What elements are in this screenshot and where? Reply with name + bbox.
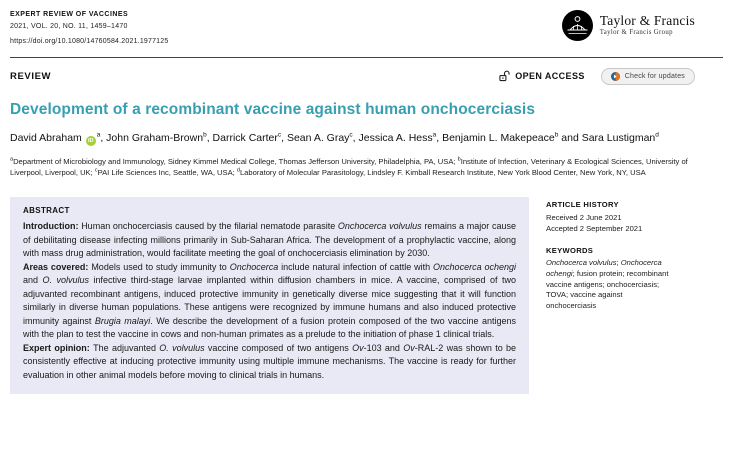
authors-line: David Abraham $iD^a$, John Graham-Brown$^b$, Darrick Carter$^c$, Sean A. Gray$^c$, Jessica A. Hess$^a$, Benjamin L. Makepeace$^b$ and Sara Lustigman$^d$ bbox=[10, 131, 659, 144]
page-header bbox=[10, 9, 723, 48]
abstract-expert-opinion: Expert opinion: The adjuvanted O. volvulus vaccine composed of two antigens Ov-103 and Ov-RAL-2 was shown to be consistently effective at inducing protective immunity using multiple immune mechanisms. The vaccine is ready for further evaluation in other animal models before moving to clinical trials in humans. bbox=[23, 342, 517, 380]
issue-info: 2021, VOL. 20, NO. 11, 1459–1470 bbox=[10, 22, 128, 30]
taylor-francis-logo-icon bbox=[562, 10, 593, 41]
publisher-name: Taylor & Francis bbox=[599, 12, 695, 28]
check-updates-label: Check for updates bbox=[624, 72, 685, 80]
received-date: Received 2 June 2021 bbox=[546, 212, 622, 222]
abstract-introduction: Introduction: Human onchocerciasis caused by the filarial nematode parasite Onchocerca volvulus remains a major cause of debilitating disease infecting millions primarily in Sub-Saharan Africa. The development of a prophylactic vaccine, along with mass drug administration, would facilitate meeting the goal of onchocerciasis elimination by 2030. bbox=[23, 221, 516, 259]
abstract-areas-covered: Areas covered: Models used to study immunity to Onchocerca include natural infection of cattle with Onchocerca ochengi and O. volvulus infective third-stage larvae implanted within diffusion chambers in mice. A vaccine, comprised of two adjuvanted recombinant antigens, induced protective immunity in genetically diverse mice suggesting that it will function similarly in diverse human populations. These antigens were recognized by immune humans and also induced protective immunity against Brugia malayi. We describe the development of a fusion protein composed of the two vaccine antigens with the plan to test the vaccine in cows and non-human primates as a prelude to the initiation of phase 1 clinical trials. bbox=[23, 261, 516, 340]
check-updates-button[interactable] bbox=[601, 68, 695, 85]
article-history-block bbox=[546, 200, 674, 234]
open-access-badge bbox=[499, 70, 585, 82]
abstract-heading: ABSTRACT bbox=[23, 206, 70, 216]
journal-name: EXPERT REVIEW OF VACCINES bbox=[10, 11, 129, 18]
open-lock-icon bbox=[499, 70, 510, 82]
keywords-list: Onchocerca volvulus; Onchocerca ochengi; fusion protein; recombinant vaccine antigens; onchocerciasis; TOVA; vaccine against onchocerciasis bbox=[546, 258, 669, 311]
publication-info bbox=[10, 9, 168, 48]
open-access-label: OPEN ACCESS bbox=[515, 71, 585, 81]
header-divider bbox=[10, 57, 723, 58]
orcid-icon[interactable]: iD bbox=[86, 136, 96, 146]
article-sidebar bbox=[546, 197, 674, 312]
article-type-label: REVIEW bbox=[10, 70, 52, 82]
doi-link[interactable]: https://doi.org/10.1080/14760584.2021.1977125 bbox=[10, 37, 169, 45]
publisher-group: Taylor & Francis Group bbox=[599, 29, 673, 37]
publisher-logo bbox=[562, 10, 695, 41]
article-meta-row bbox=[10, 68, 723, 85]
publisher-wordmark bbox=[600, 14, 695, 37]
affiliations: $^a$Department of Microbiology and Immunology, Sidney Kimmel Medical College, Thomas Jefferson University, Philadelphia, PA, USA; $^b$Institute of Infection, Veterinary & Ecological Sciences, University of Liverpool, Liverpool, UK; $^c$PAI Life Sciences Inc, Seattle, WA, USA; $^d$Laboratory of Molecular Parasitology, Lindsley F. Kimball Research Institute, New York Blood Center, New York, NY, USA bbox=[10, 156, 688, 178]
article-title: Development of a recombinant vaccine against human onchocerciasis bbox=[10, 100, 536, 118]
badges-cluster bbox=[499, 68, 695, 85]
crossmark-icon bbox=[611, 72, 620, 81]
keywords-block bbox=[546, 246, 674, 312]
keywords-heading: KEYWORDS bbox=[546, 245, 594, 255]
content-columns bbox=[10, 197, 723, 394]
article-history-heading: ARTICLE HISTORY bbox=[546, 200, 619, 210]
abstract-box bbox=[10, 197, 529, 394]
accepted-date: Accepted 2 September 2021 bbox=[546, 223, 643, 233]
